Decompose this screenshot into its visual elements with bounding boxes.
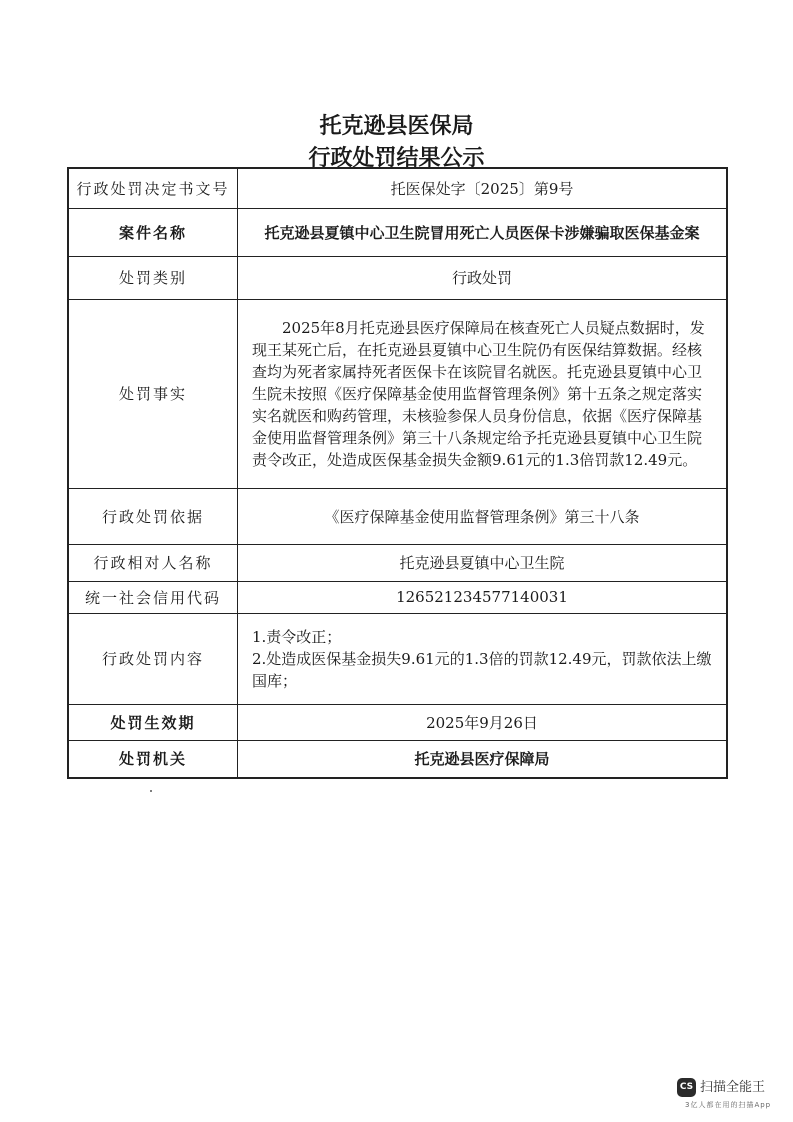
penalty-record-table [67, 167, 728, 779]
row-value-counterparty-name: 托克逊县夏镇中心卫生院 [238, 544, 728, 581]
watermark-tagline: 3亿人都在用的扫描App [685, 1101, 772, 1109]
row-label-penalty-facts: 处罚事实 [68, 299, 238, 488]
row-label-penalty-authority: 处罚机关 [68, 740, 238, 778]
scan-speck [150, 790, 152, 792]
table-row [68, 544, 727, 581]
table-row [68, 299, 727, 488]
row-label-case-name: 案件名称 [68, 208, 238, 256]
camscanner-logo-icon: CS [677, 1078, 696, 1097]
row-value-legal-basis: 《医疗保障基金使用监督管理条例》第三十八条 [238, 488, 728, 544]
row-label-credit-code: 统一社会信用代码 [68, 581, 238, 613]
row-label-counterparty-name: 行政相对人名称 [68, 544, 238, 581]
row-label-penalty-content: 行政处罚内容 [68, 613, 238, 704]
scanner-watermark [677, 1075, 787, 1113]
row-value-penalty-content [238, 613, 728, 704]
penalty-content-item-1: 1.责令改正； [252, 627, 342, 646]
row-value-penalty-facts: 2025年8月托克逊县医疗保障局在核查死亡人员疑点数据时，发现王某死亡后，在托克逊县夏镇中心卫生院仍有医保结算数据。经核查均为死者家属持死者医保卡在该院冒名就医。托克逊县夏镇中心卫生院未按照《医疗保障基金使用监督管理条例》第十五条之规定落实实名就医和购药管理，未核验参保人员身份信息，依据《医疗保障基金使用监督管理条例》第三十八条规定给予托克逊县夏镇中心卫生院责令改正，处造成医保基金损失金额9.61元的1.3倍罚款12.49元。 [238, 299, 728, 488]
row-label-decision-number: 行政处罚决定书文号 [68, 168, 238, 208]
row-value-penalty-authority: 托克逊县医疗保障局 [238, 740, 728, 778]
page-title: 托克逊县医保局 [319, 113, 474, 139]
row-value-penalty-type: 行政处罚 [238, 256, 728, 299]
table-row [68, 581, 727, 613]
row-value-decision-number: 托医保处字〔2025〕第9号 [238, 168, 728, 208]
table-row [68, 208, 727, 256]
table-row [68, 704, 727, 740]
table-row [68, 613, 727, 704]
row-value-case-name: 托克逊县夏镇中心卫生院冒用死亡人员医保卡涉嫌骗取医保基金案 [238, 208, 728, 256]
row-label-penalty-type: 处罚类别 [68, 256, 238, 299]
table-row [68, 168, 727, 208]
table-row [68, 256, 727, 299]
page-subtitle: 行政处罚结果公示 [308, 145, 485, 171]
table-row [68, 740, 727, 778]
row-label-legal-basis: 行政处罚依据 [68, 488, 238, 544]
watermark-app-name: 扫描全能王 [700, 1080, 766, 1095]
row-value-credit-code: 126521234577140031 [238, 581, 728, 613]
table-row [68, 488, 727, 544]
row-value-effective-date: 2025年9月26日 [238, 704, 728, 740]
row-label-effective-date: 处罚生效期 [68, 704, 238, 740]
penalty-content-item-2: 2.处造成医保基金损失9.61元的1.3倍的罚款12.49元，罚款依法上缴国库； [252, 649, 712, 690]
